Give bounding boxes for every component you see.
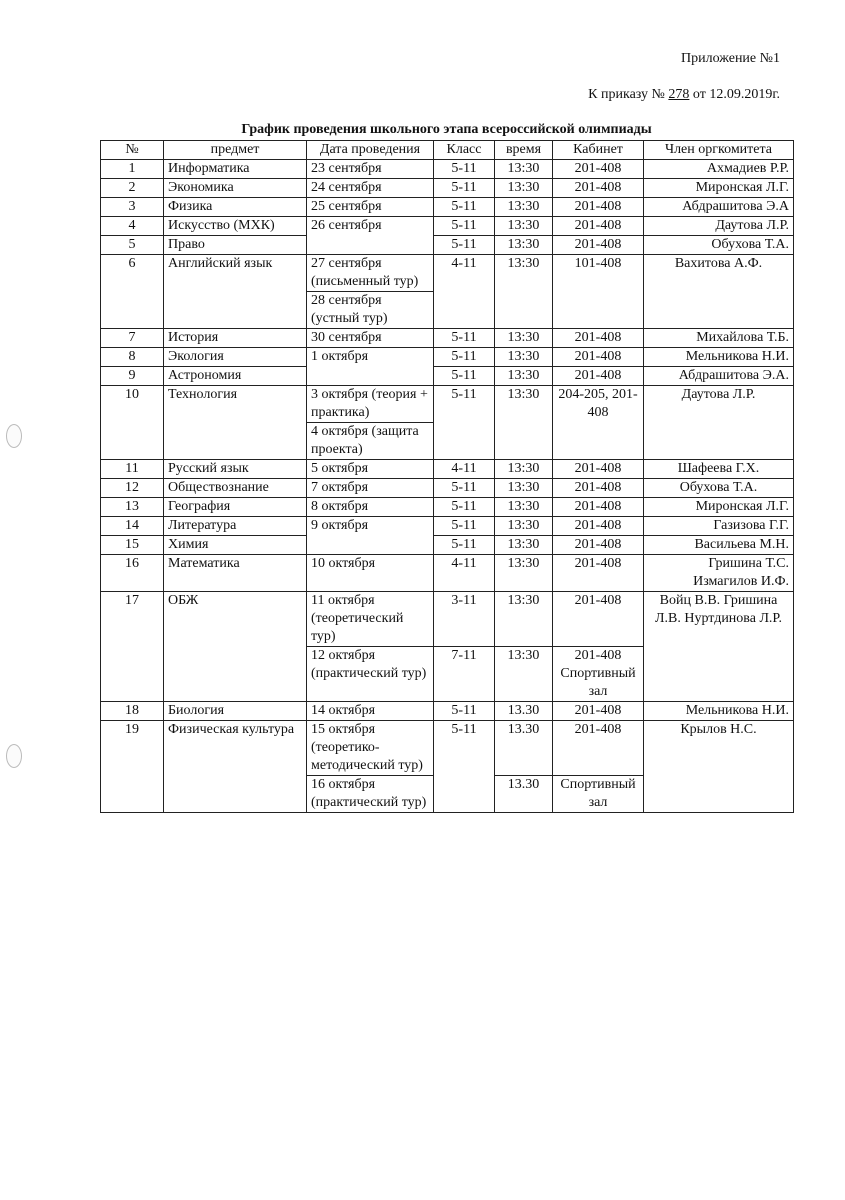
subject-cell: Астрономия — [164, 367, 307, 386]
table-row — [101, 367, 794, 386]
row-number: 1 — [101, 160, 164, 179]
olympiad-schedule-table — [100, 140, 794, 813]
member-cell: Обухова Т.А. — [644, 479, 794, 498]
table-row — [101, 555, 794, 592]
time-cell: 13:30 — [495, 592, 553, 647]
date-cell: 27 сентября (письменный тур) — [307, 255, 434, 292]
room-cell: 201-408 — [553, 160, 644, 179]
time-cell: 13:30 — [495, 647, 553, 702]
time-cell: 13:30 — [495, 517, 553, 536]
punch-hole-bottom — [6, 744, 22, 768]
member-cell: Даутова Л.Р. — [644, 386, 794, 460]
member-cell: Обухова Т.А. — [644, 236, 794, 255]
row-number: 4 — [101, 217, 164, 236]
class-cell: 4-11 — [434, 555, 495, 592]
table-row — [101, 517, 794, 536]
subject-cell: Физика — [164, 198, 307, 217]
row-number: 5 — [101, 236, 164, 255]
class-cell: 5-11 — [434, 386, 495, 460]
subject-cell: Право — [164, 236, 307, 255]
member-cell: Войц В.В. Гришина Л.В. Нуртдинова Л.Р. — [644, 592, 794, 702]
subject-cell: История — [164, 329, 307, 348]
member-cell: Миронская Л.Г. — [644, 498, 794, 517]
subject-cell: Технология — [164, 386, 307, 460]
table-row — [101, 217, 794, 236]
date-cell: 25 сентября — [307, 198, 434, 217]
row-number: 2 — [101, 179, 164, 198]
class-cell: 5-11 — [434, 498, 495, 517]
time-cell: 13:30 — [495, 536, 553, 555]
class-cell: 5-11 — [434, 236, 495, 255]
class-cell: 7-11 — [434, 647, 495, 702]
member-cell: Абдрашитова Э.А. — [644, 367, 794, 386]
class-cell: 5-11 — [434, 479, 495, 498]
room-cell: 201-408 — [553, 479, 644, 498]
member-cell: Михайлова Т.Б. — [644, 329, 794, 348]
order-number: 278 — [668, 87, 690, 102]
subject-cell: Экология — [164, 348, 307, 367]
member-cell: Ахмадиев Р.Р. — [644, 160, 794, 179]
time-cell: 13:30 — [495, 498, 553, 517]
member-cell: Шафеева Г.Х. — [644, 460, 794, 479]
table-row — [101, 460, 794, 479]
time-cell: 13:30 — [495, 386, 553, 460]
row-number: 12 — [101, 479, 164, 498]
order-suffix: от 12.09.2019г. — [692, 87, 780, 102]
class-cell: 3-11 — [434, 592, 495, 647]
room-cell: 201-408 — [553, 198, 644, 217]
room-cell: Спортивный зал — [553, 776, 644, 813]
room-cell: 201-408 — [553, 217, 644, 236]
member-cell: Абдрашитова Э.А — [644, 198, 794, 217]
table-row — [101, 329, 794, 348]
member-cell: Крылов Н.С. — [644, 721, 794, 813]
date-cell: 15 октября (теоретико-методический тур) — [307, 721, 434, 776]
table-row — [101, 479, 794, 498]
class-cell: 5-11 — [434, 702, 495, 721]
date-cell: 28 сентября (устный тур) — [307, 292, 434, 329]
room-cell: 201-408 — [553, 179, 644, 198]
time-cell: 13:30 — [495, 255, 553, 329]
class-cell: 5-11 — [434, 329, 495, 348]
date-cell: 3 октября (теория + практика) — [307, 386, 434, 423]
subject-cell: Биология — [164, 702, 307, 721]
row-number: 6 — [101, 255, 164, 329]
subject-cell: Химия — [164, 536, 307, 555]
col-header-number: № — [101, 141, 164, 160]
subject-cell: Обществознание — [164, 479, 307, 498]
date-cell: 5 октября — [307, 460, 434, 479]
row-number: 9 — [101, 367, 164, 386]
room-cell: 201-408 — [553, 236, 644, 255]
time-cell: 13:30 — [495, 217, 553, 236]
class-cell: 5-11 — [434, 160, 495, 179]
table-row — [101, 348, 794, 367]
member-cell: Даутова Л.Р. — [644, 217, 794, 236]
date-cell: 11 октября (теоретический тур) — [307, 592, 434, 647]
room-cell: 201-408 — [553, 517, 644, 536]
subject-cell: Английский язык — [164, 255, 307, 329]
time-cell: 13:30 — [495, 198, 553, 217]
row-number: 13 — [101, 498, 164, 517]
subject-cell: Искусство (МХК) — [164, 217, 307, 236]
date-cell: 1 октября — [307, 348, 434, 386]
room-cell: 201-408 — [553, 348, 644, 367]
member-cell: Мельникова Н.И. — [644, 702, 794, 721]
member-cell: Мельникова Н.И. — [644, 348, 794, 367]
time-cell: 13.30 — [495, 702, 553, 721]
member-cell: Гришина Т.С. Измагилов И.Ф. — [644, 555, 794, 592]
appendix-label: Приложение №1 — [681, 51, 780, 66]
room-cell: 201-408 — [553, 329, 644, 348]
table-row — [101, 198, 794, 217]
class-cell: 5-11 — [434, 721, 495, 813]
document-title: График проведения школьного этапа всероссийской олимпиады — [241, 122, 652, 137]
row-number: 17 — [101, 592, 164, 702]
col-header-class: Класс — [434, 141, 495, 160]
time-cell: 13.30 — [495, 776, 553, 813]
date-cell: 23 сентября — [307, 160, 434, 179]
table-row — [101, 255, 794, 292]
class-cell: 5-11 — [434, 536, 495, 555]
col-header-room: Кабинет — [553, 141, 644, 160]
room-cell: 201-408 — [553, 592, 644, 647]
subject-cell: Математика — [164, 555, 307, 592]
order-reference — [588, 87, 780, 103]
table-row — [101, 721, 794, 776]
time-cell: 13:30 — [495, 479, 553, 498]
class-cell: 5-11 — [434, 517, 495, 536]
table-row — [101, 498, 794, 517]
date-cell: 12 октября (практический тур) — [307, 647, 434, 702]
member-cell: Васильева М.Н. — [644, 536, 794, 555]
row-number: 16 — [101, 555, 164, 592]
member-cell: Вахитова А.Ф. — [644, 255, 794, 329]
table-row — [101, 160, 794, 179]
row-number: 11 — [101, 460, 164, 479]
order-prefix: К приказу № — [588, 87, 665, 102]
table-row — [101, 702, 794, 721]
row-number: 18 — [101, 702, 164, 721]
table-row — [101, 179, 794, 198]
time-cell: 13:30 — [495, 555, 553, 592]
date-cell: 9 октября — [307, 517, 434, 555]
room-cell: 201-408 Спортивный зал — [553, 647, 644, 702]
subject-cell: География — [164, 498, 307, 517]
subject-cell: Информатика — [164, 160, 307, 179]
room-cell: 201-408 — [553, 460, 644, 479]
subject-cell: Экономика — [164, 179, 307, 198]
room-cell: 201-408 — [553, 721, 644, 776]
row-number: 10 — [101, 386, 164, 460]
date-cell: 8 октября — [307, 498, 434, 517]
row-number: 8 — [101, 348, 164, 367]
date-cell: 26 сентября — [307, 217, 434, 255]
date-cell: 24 сентября — [307, 179, 434, 198]
col-header-date: Дата проведения — [307, 141, 434, 160]
member-cell: Миронская Л.Г. — [644, 179, 794, 198]
time-cell: 13:30 — [495, 236, 553, 255]
subject-cell: ОБЖ — [164, 592, 307, 702]
room-cell: 201-408 — [553, 498, 644, 517]
time-cell: 13:30 — [495, 329, 553, 348]
class-cell: 5-11 — [434, 198, 495, 217]
room-cell: 201-408 — [553, 555, 644, 592]
col-header-time: время — [495, 141, 553, 160]
table-row — [101, 236, 794, 255]
class-cell: 4-11 — [434, 460, 495, 479]
date-cell: 30 сентября — [307, 329, 434, 348]
date-cell: 10 октября — [307, 555, 434, 592]
table-header-row — [101, 141, 794, 160]
date-cell: 16 октября (практический тур) — [307, 776, 434, 813]
col-header-member: Член оргкомитета — [644, 141, 794, 160]
date-cell: 14 октября — [307, 702, 434, 721]
table-row — [101, 386, 794, 423]
time-cell: 13:30 — [495, 367, 553, 386]
table-row — [101, 536, 794, 555]
subject-cell: Физическая культура — [164, 721, 307, 813]
subject-cell: Русский язык — [164, 460, 307, 479]
date-cell: 7 октября — [307, 479, 434, 498]
row-number: 14 — [101, 517, 164, 536]
room-cell: 201-408 — [553, 367, 644, 386]
col-header-subject: предмет — [164, 141, 307, 160]
member-cell: Газизова Г.Г. — [644, 517, 794, 536]
class-cell: 5-11 — [434, 179, 495, 198]
room-cell: 101-408 — [553, 255, 644, 329]
room-cell: 201-408 — [553, 536, 644, 555]
punch-hole-top — [6, 424, 22, 448]
class-cell: 5-11 — [434, 367, 495, 386]
row-number: 15 — [101, 536, 164, 555]
room-cell: 201-408 — [553, 702, 644, 721]
subject-cell: Литература — [164, 517, 307, 536]
class-cell: 5-11 — [434, 217, 495, 236]
row-number: 7 — [101, 329, 164, 348]
row-number: 19 — [101, 721, 164, 813]
date-cell: 4 октября (защита проекта) — [307, 423, 434, 460]
time-cell: 13:30 — [495, 460, 553, 479]
class-cell: 4-11 — [434, 255, 495, 329]
room-cell: 204-205, 201-408 — [553, 386, 644, 460]
time-cell: 13:30 — [495, 160, 553, 179]
table-row — [101, 592, 794, 647]
class-cell: 5-11 — [434, 348, 495, 367]
time-cell: 13.30 — [495, 721, 553, 776]
row-number: 3 — [101, 198, 164, 217]
time-cell: 13:30 — [495, 348, 553, 367]
time-cell: 13:30 — [495, 179, 553, 198]
